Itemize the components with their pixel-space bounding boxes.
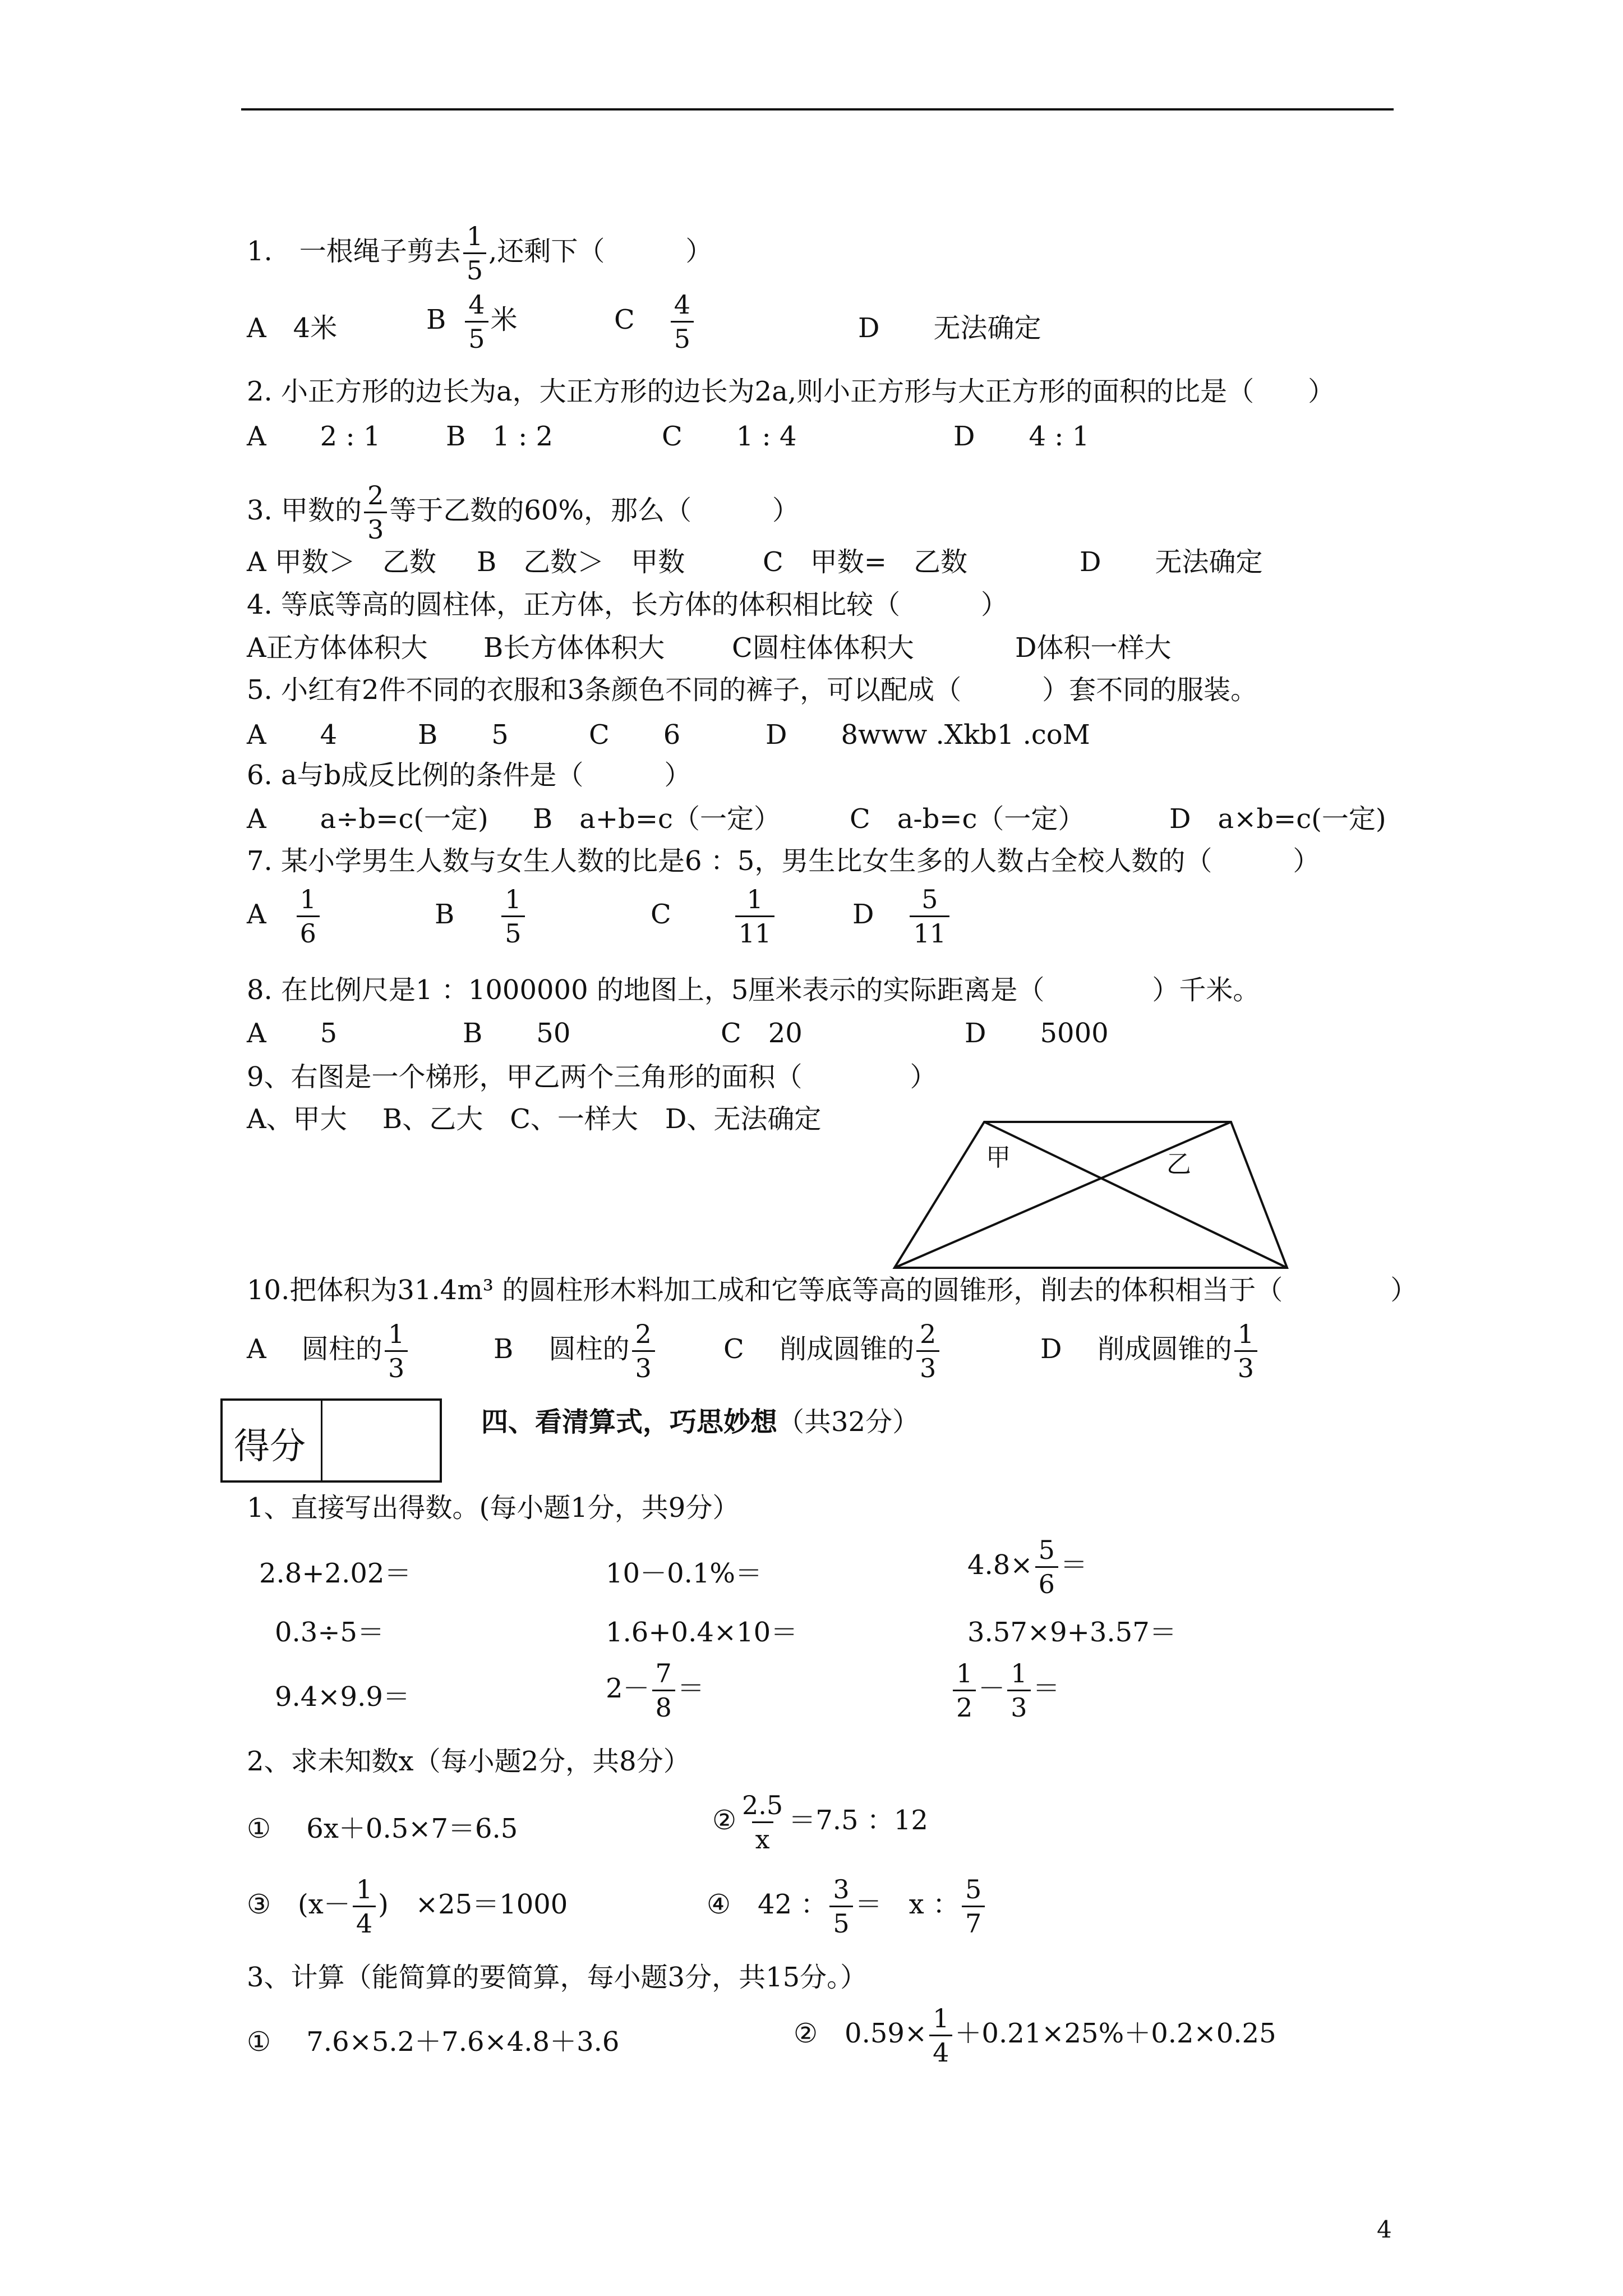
- q2-option-d: D 4 : 1: [953, 421, 1090, 452]
- question-9: 9、右图是一个梯形，甲乙两个三角形的面积（ ）: [247, 1061, 937, 1093]
- part-1-heading: 1、直接写出得数。(每小题1分，共9分）: [247, 1492, 740, 1524]
- q7-option-d: D $\frac{5}{11}$: [852, 886, 952, 946]
- calc-2b: 1.6+0.4×10＝: [606, 1617, 798, 1648]
- q10-option-a: A 圆柱的 $\frac{1}{3}$: [247, 1321, 410, 1381]
- q4-option-c: C圆柱体体积大: [732, 632, 914, 664]
- q5-option-c: C 6: [589, 719, 681, 751]
- q3-option-d: D 无法确定: [1080, 546, 1263, 578]
- q10-option-b: B 圆柱的 $\frac{2}{3}$: [494, 1321, 657, 1381]
- question-5: 5. 小红有2件不同的衣服和3条颜色不同的裤子，可以配成（ ）套不同的服装。: [247, 674, 1258, 706]
- header-rule: [241, 108, 1394, 111]
- calc-1c: 4.8× $\frac{5}{6}$ ＝: [967, 1535, 1087, 1599]
- equation-4: ④ 42 ： $\frac{3}{5}$ ＝ x ： $\frac{5}{7}$: [707, 1876, 987, 1936]
- score-box-divider: [321, 1401, 322, 1480]
- calc-1a: 2.8+2.02＝: [259, 1558, 412, 1589]
- q6-option-a: A a÷b=c(一定): [247, 803, 488, 835]
- q7-option-a: A $\frac{1}{6}$: [247, 886, 322, 946]
- q2-option-b: B 1 : 2: [446, 421, 554, 452]
- part-3-heading: 3、计算（能简算的要简算，每小题3分，共15分。）: [247, 1962, 868, 1993]
- label-jia: 甲: [986, 1143, 1011, 1172]
- q7-option-c: C $\frac{1}{11}$: [651, 886, 777, 946]
- fraction: $\frac{1}{5}$: [463, 223, 486, 283]
- q8-option-b: B 50: [463, 1018, 571, 1049]
- label-yi: 乙: [1166, 1150, 1191, 1179]
- equation-1: ① 6x＋0.5×7＝6.5: [247, 1813, 518, 1844]
- trapezoid-figure: [892, 1116, 1295, 1279]
- q4-option-d: D体积一样大: [1015, 632, 1172, 664]
- score-box: [220, 1398, 442, 1483]
- q6-option-d: D a×b=c(一定): [1169, 803, 1386, 835]
- q1-option-a: A 4米: [247, 312, 338, 344]
- calc-3c: $\frac{1}{2}$ － $\frac{1}{3}$ ＝: [951, 1660, 1060, 1720]
- q1-option-c: C $\frac{4}{5}$: [614, 292, 696, 352]
- question-1: 1. 一根绳子剪去 $\frac{1}{5}$ ,还剩下（ ）: [247, 221, 713, 286]
- q5-option-d: D 8www .Xkb1 .coM: [766, 719, 1090, 751]
- calc-1b: 10－0.1%＝: [606, 1558, 763, 1589]
- q2-option-c: C 1 : 4: [662, 421, 797, 452]
- equation-2: ② $\frac{2.5}{x}$ ＝7.5 ：12: [712, 1790, 928, 1855]
- q8-option-a: A 5: [247, 1018, 338, 1049]
- question-10: 10.把体积为31.4m³ 的圆柱形木料加工成和它等底等高的圆锥形，削去的体积相当于（ ）: [247, 1274, 1418, 1306]
- calculation-2: ② 0.59× $\frac{1}{4}$ ＋0.21×25%＋0.2×0.25: [794, 2003, 1276, 2068]
- q5-option-b: B 5: [418, 719, 509, 751]
- q7-option-b: B $\frac{1}{5}$: [435, 886, 527, 946]
- page-number: 4: [1377, 2216, 1392, 2243]
- q10-option-d: D 削成圆锥的 $\frac{1}{3}$: [1040, 1321, 1260, 1381]
- q3-option-b: B 乙数＞ 甲数: [477, 546, 685, 578]
- q1-option-d: D 无法确定: [858, 312, 1041, 344]
- q5-option-a: A 4: [247, 719, 338, 751]
- q3-option-a: A 甲数＞ 乙数: [247, 546, 436, 578]
- q4-option-a: A正方体体积大: [247, 632, 428, 664]
- q1-option-b: B $\frac{4}{5}$ 米: [426, 289, 518, 354]
- q6-option-c: C a-b=c（一定）: [850, 803, 1085, 835]
- q8-option-d: D 5000: [965, 1018, 1109, 1049]
- question-8: 8. 在比例尺是1 ：1000000 的地图上，5厘米表示的实际距离是（ ）千米。: [247, 974, 1260, 1006]
- score-label: 得分: [234, 1426, 306, 1467]
- question-3: 3. 甲数的 $\frac{2}{3}$ 等于乙数的60%，那么（ ）: [247, 480, 800, 545]
- part-2-heading: 2、求未知数x（每小题2分，共8分）: [247, 1746, 690, 1777]
- q4-option-b: B长方体体积大: [483, 632, 665, 664]
- equation-3: ③ (x－ $\frac{1}{4}$ ) ×25＝1000: [247, 1874, 568, 1939]
- calc-2c: 3.57×9+3.57＝: [967, 1617, 1177, 1648]
- q6-option-b: B a+b=c（一定）: [533, 803, 781, 835]
- calc-2a: 0.3÷5＝: [275, 1617, 385, 1648]
- question-2: 2. 小正方形的边长为a，大正方形的边长为2a,则小正方形与大正方形的面积的比是（ ）: [247, 376, 1335, 407]
- question-6: 6. a与b成反比例的条件是（ ）: [247, 760, 691, 791]
- question-7: 7. 某小学男生人数与女生人数的比是6 ：5，男生比女生多的人数占全校人数的（ ）: [247, 845, 1320, 877]
- q9-options: A、甲大 B、乙大 C、一样大 D、无法确定: [247, 1103, 822, 1135]
- q2-option-a: A 2 : 1: [247, 421, 381, 452]
- question-4: 4. 等底等高的圆柱体，正方体，长方体的体积相比较（ ）: [247, 589, 1008, 620]
- q8-option-c: C 20: [721, 1018, 803, 1049]
- section-4-title: 四、看清算式，巧思妙想（共32分）: [481, 1406, 920, 1438]
- calc-3b: 2－ $\frac{7}{8}$ ＝: [606, 1658, 704, 1723]
- q3-option-c: C 甲数= 乙数: [763, 546, 967, 578]
- calculation-1: ① 7.6×5.2＋7.6×4.8＋3.6: [247, 2026, 620, 2058]
- calc-3a: 9.4×9.9＝: [275, 1681, 410, 1713]
- q10-option-c: C 削成圆锥的 $\frac{2}{3}$: [723, 1321, 942, 1381]
